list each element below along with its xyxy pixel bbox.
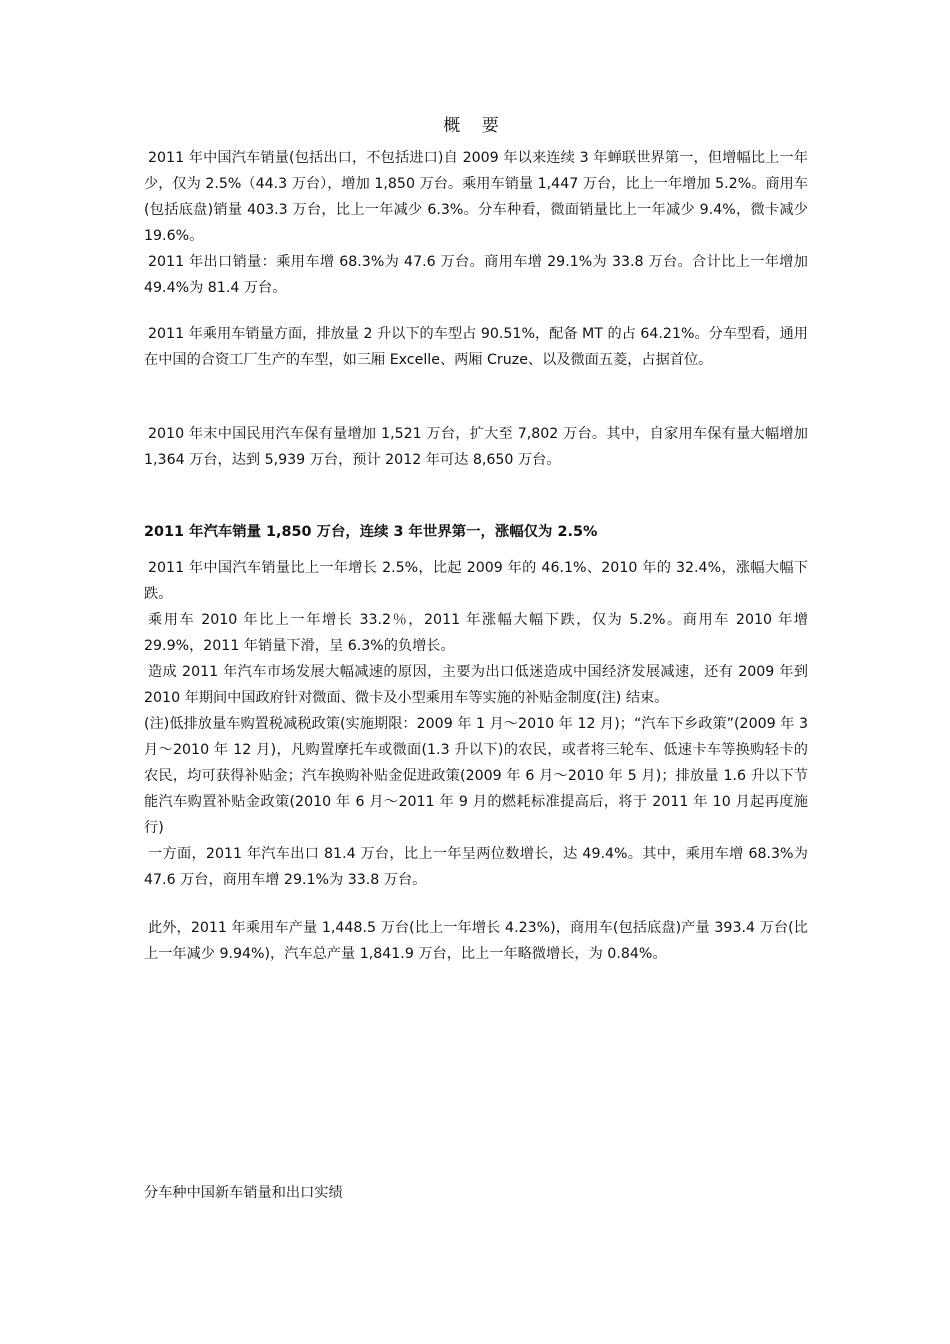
section-paragraph-growth: 2011 年中国汽车销量比上一年增长 2.5%，比起 2009 年的 46.1%、2010 年的 32.4%，涨幅大幅下跌。 [144, 560, 808, 602]
section-note: (注)低排放量车购置税减税政策(实施期限：2009 年 1 月～2010 年 12 月)；“汽车下乡政策”(2009 年 3 月～2010 年 12 月)，凡购置摩托车或微面(1.3 升以下)的农民，或者将三轮车、低速卡车等换购轻卡的农民，均可获得补贴金；汽车换购补贴金促进政策(2009 年 6 月～2010 年 5 月)；排放量 1.6 升以下节能汽车购置补贴金政策(2010 年 6 月～2011 年 9 月的燃耗标准提高后，将于 2011 年 10 月起再度施行) [144, 716, 808, 836]
section-heading: 2011 年汽车销量 1,850 万台，连续 3 年世界第一，涨幅仅为 2.5% [144, 524, 598, 540]
table-caption: 分车种中国新车销量和出口实绩 [144, 1185, 343, 1201]
section-paragraph-causes: 造成 2011 年汽车市场发展大幅减速的原因，主要为出口低迷造成中国经济发展减速，还有 2009 年到 2010 年期间中国政府针对微面、微卡及小型乘用车等实施的补贴金制度(注) 结束。 [144, 664, 808, 706]
summary-paragraph-exports: 2011 年出口销量：乘用车增 68.3%为 47.6 万台。商用车增 29.1%为 33.8 万台。合计比上一年增加 49.4%为 81.4 万台。 [144, 254, 808, 296]
summary-paragraph-vehicle-stock: 2010 年末中国民用汽车保有量增加 1,521 万台，扩大至 7,802 万台。其中，自家用车保有量大幅增加 1,364 万台，达到 5,939 万台，预计 2012 年可达 8,650 万台。 [144, 426, 808, 468]
summary-title: 概 要 [443, 116, 507, 136]
section-body-production [144, 915, 808, 967]
section-paragraph-exports: 一方面，2011 年汽车出口 81.4 万台，比上一年呈两位数增长，达 49.4%。其中，乘用车增 68.3%为 47.6 万台，商用车增 29.1%为 33.8 万台。 [144, 846, 808, 888]
summary-block-3 [144, 421, 808, 473]
section-paragraph-segments: 乘用车 2010 年比上一年增长 33.2％，2011 年涨幅大幅下跌，仅为 5.2%。商用车 2010 年增 29.9%，2011 年销量下滑，呈 6.3%的负增长。 [144, 612, 808, 654]
summary-paragraph-passenger-cars: 2011 年乘用车销量方面，排放量 2 升以下的车型占 90.51%，配备 MT 的占 64.21%。分车型看，通用在中国的合资工厂生产的车型，如三厢 Excelle、两厢 Cruze、以及微面五菱，占据首位。 [144, 326, 808, 368]
summary-block-2 [144, 321, 808, 373]
summary-block-1 [144, 145, 808, 301]
summary-paragraph-sales: 2011 年中国汽车销量(包括出口，不包括进口)自 2009 年以来连续 3 年蝉联世界第一，但增幅比上一年少，仅为 2.5%（44.3 万台），增加 1,850 万台。乘用车销量 1,447 万台，比上一年增加 5.2%。商用车(包括底盘)销量 403.3 万台，比上一年减少 6.3%。分车种看，微面销量比上一年减少 9.4%，微卡减少 19.6%。 [144, 150, 808, 244]
section-body [144, 555, 808, 893]
section-paragraph-production: 此外，2011 年乘用车产量 1,448.5 万台(比上一年增长 4.23%)，商用车(包括底盘)产量 393.4 万台(比上一年减少 9.94%)，汽车总产量 1,841.9 万台，比上一年略微增长，为 0.84%。 [144, 920, 808, 962]
